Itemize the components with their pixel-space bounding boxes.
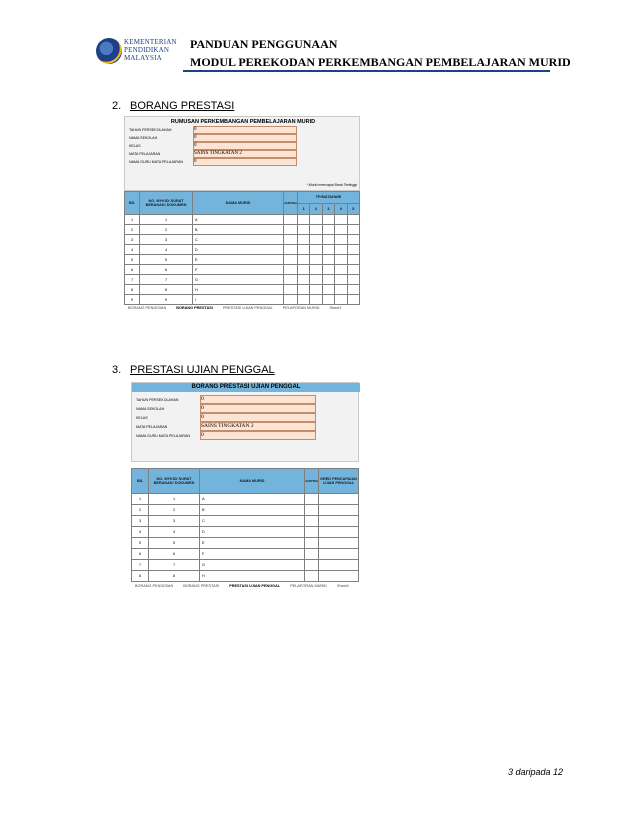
cell-tp[interactable] (322, 295, 334, 305)
cell-bil: 2 (132, 505, 149, 516)
cell-bil: 8 (125, 285, 140, 295)
cell-tp[interactable] (298, 255, 310, 265)
col-tp: TP/MATAHARI (298, 192, 360, 204)
cell-tp[interactable] (310, 215, 322, 225)
table-row (125, 245, 360, 255)
info-value[interactable]: 0 (200, 404, 316, 413)
tab-pelaporan-murid[interactable]: PELAPORAN MURID (290, 584, 327, 588)
cell-nama: G (200, 560, 305, 571)
table-row (132, 571, 359, 582)
cell-bil: 1 (125, 215, 140, 225)
info-label: KELAS (136, 416, 148, 420)
cell-tp[interactable] (347, 265, 359, 275)
cell-jantina[interactable] (305, 505, 319, 516)
cell-jantina[interactable] (305, 527, 319, 538)
cell-gred[interactable] (319, 571, 359, 582)
cell-tp[interactable] (335, 295, 347, 305)
cell-id: 5 (149, 538, 200, 549)
cell-bil: 3 (125, 235, 140, 245)
table-row (125, 275, 360, 285)
cell-id: 5 (140, 255, 193, 265)
cell-id: 8 (149, 571, 200, 582)
info-value[interactable]: SAINS TINGKATAN 2 (193, 150, 297, 158)
table-row (125, 285, 360, 295)
cell-nama: B (193, 225, 284, 235)
cell-tp[interactable] (322, 245, 334, 255)
cell-jantina[interactable] (284, 215, 298, 225)
section-3-heading: 3. PRESTASI UJIAN PENGGAL (112, 364, 275, 376)
cell-tp[interactable] (347, 235, 359, 245)
sheet-info-panel (124, 116, 360, 191)
table-row (125, 225, 360, 235)
cell-jantina[interactable] (284, 225, 298, 235)
cell-tp[interactable] (335, 285, 347, 295)
cell-nama: C (200, 516, 305, 527)
cell-id: 6 (140, 265, 193, 275)
header-rule (183, 70, 550, 72)
cell-jantina[interactable] (284, 245, 298, 255)
tab-borang-pengisian[interactable]: BORANG PENGISIAN (128, 306, 167, 310)
cell-id: 1 (149, 494, 200, 505)
cell-id: 1 (140, 215, 193, 225)
tab-prestasi-ujian[interactable]: PRESTASI UJIAN PENGGAL (222, 306, 273, 310)
info-value[interactable]: 0 (193, 126, 297, 134)
cell-bil: 5 (125, 255, 140, 265)
cell-nama: D (193, 245, 284, 255)
info-label: MATA PELAJARAN (136, 425, 168, 429)
cell-tp[interactable] (335, 225, 347, 235)
cell-tp[interactable] (322, 265, 334, 275)
col-tp-level: 5 (347, 203, 359, 215)
col-nama: NAMA MURID (193, 192, 284, 215)
table-row (132, 505, 359, 516)
col-tp-level: 2 (310, 203, 322, 215)
table-header-row (132, 469, 359, 494)
cell-nama: D (200, 527, 305, 538)
sheet-tabs (128, 306, 352, 310)
cell-tp[interactable] (347, 295, 359, 305)
cell-bil: 1 (132, 494, 149, 505)
cell-tp[interactable] (335, 265, 347, 275)
cell-tp[interactable] (298, 235, 310, 245)
cell-tp[interactable] (310, 285, 322, 295)
cell-bil: 9 (125, 295, 140, 305)
table-header-row (125, 192, 360, 204)
cell-jantina[interactable] (284, 295, 298, 305)
cell-tp[interactable] (335, 255, 347, 265)
info-value[interactable]: 0 (193, 158, 297, 166)
cell-tp[interactable] (310, 275, 322, 285)
cell-bil: 2 (125, 225, 140, 235)
cell-tp[interactable] (310, 225, 322, 235)
col-jantina: JANTINA (305, 469, 319, 494)
col-tp-level: 4 (335, 203, 347, 215)
cell-tp[interactable] (298, 215, 310, 225)
cell-id: 6 (149, 549, 200, 560)
info-label: NAMA GURU MATA PELAJARAN (129, 160, 183, 164)
cell-bil: 7 (132, 560, 149, 571)
cell-tp[interactable] (298, 295, 310, 305)
cell-bil: 8 (132, 571, 149, 582)
cell-jantina[interactable] (284, 235, 298, 245)
cell-tp[interactable] (322, 225, 334, 235)
cell-id: 7 (149, 560, 200, 571)
cell-bil: 5 (132, 538, 149, 549)
logo-text: KEMENTERIAN PENDIDIKAN MALAYSIA (124, 38, 177, 62)
col-mykid: NO. MYKID/ SURAT BERANAK/ DOKUMEN (140, 192, 193, 215)
cell-id: 9 (140, 295, 193, 305)
cell-tp[interactable] (310, 295, 322, 305)
cell-tp[interactable] (298, 275, 310, 285)
cell-id: 8 (140, 285, 193, 295)
cell-tp[interactable] (322, 215, 334, 225)
cell-tp[interactable] (298, 285, 310, 295)
cell-tp[interactable] (322, 255, 334, 265)
cell-tp[interactable] (298, 265, 310, 275)
sheet-title: BORANG PRESTASI UJIAN PENGGAL (132, 383, 360, 392)
document-title: PANDUAN PENGGUNAAN (190, 37, 338, 51)
cell-tp[interactable] (310, 265, 322, 275)
cell-jantina[interactable] (284, 285, 298, 295)
cell-tp[interactable] (335, 245, 347, 255)
cell-tp[interactable] (322, 285, 334, 295)
cell-jantina[interactable] (305, 571, 319, 582)
cell-tp[interactable] (335, 215, 347, 225)
info-label: MATA PELAJARAN (129, 152, 161, 156)
cell-id: 7 (140, 275, 193, 285)
cell-nama: F (193, 265, 284, 275)
cell-tp[interactable] (322, 235, 334, 245)
section-2-heading: 2. BORANG PRESTASI (112, 100, 235, 112)
cell-jantina[interactable] (284, 265, 298, 275)
info-label: TAHUN PERSEKOLAHAN (129, 128, 172, 132)
cell-jantina[interactable] (305, 549, 319, 560)
col-mykid: NO. MYKID/ SURAT BERANAK/ DOKUMEN (149, 469, 200, 494)
col-tp-level: 3 (322, 203, 334, 215)
table-row (132, 516, 359, 527)
cell-tp[interactable] (347, 275, 359, 285)
col-tp-level: 1 (298, 203, 310, 215)
table-row (125, 255, 360, 265)
cell-nama: E (200, 538, 305, 549)
cell-tp[interactable] (310, 245, 322, 255)
prestasi-ujian-sheet (131, 382, 359, 592)
cell-bil: 3 (132, 516, 149, 527)
borang-prestasi-sheet (124, 116, 360, 314)
col-gred: GRED PENCAPAIAN UJIAN PENGGAL (319, 469, 359, 494)
cell-tp[interactable] (335, 235, 347, 245)
cell-nama: I (193, 295, 284, 305)
cell-tp[interactable] (347, 255, 359, 265)
cell-tp[interactable] (298, 225, 310, 235)
cell-bil: 7 (125, 275, 140, 285)
cell-jantina[interactable] (284, 275, 298, 285)
cell-nama: G (193, 275, 284, 285)
col-bil: BIL (132, 469, 149, 494)
cell-nama: H (200, 571, 305, 582)
cell-tp[interactable] (347, 215, 359, 225)
cell-gred[interactable] (319, 494, 359, 505)
info-value[interactable]: 0 (193, 142, 297, 150)
tab-prestasi-ujian[interactable]: PRESTASI UJIAN PENGGAL (229, 584, 281, 588)
info-label: NAMA GURU MATA PELAJARAN (136, 434, 190, 438)
cell-tp[interactable] (347, 225, 359, 235)
col-nama: NAMA MURID (200, 469, 305, 494)
col-jantina: JANTINA (284, 192, 298, 215)
cell-id: 3 (149, 516, 200, 527)
table-row (125, 295, 360, 305)
info-label: TAHUN PERSEKOLAHAN (136, 398, 179, 402)
cell-id: 3 (140, 235, 193, 245)
table-row (125, 215, 360, 225)
info-value[interactable]: 0 (200, 431, 316, 440)
cell-bil: 6 (125, 265, 140, 275)
cell-jantina[interactable] (284, 255, 298, 265)
table-row (132, 549, 359, 560)
cell-bil: 4 (125, 245, 140, 255)
info-value[interactable]: 0 (200, 413, 316, 422)
info-label: NAMA SEKOLAH (136, 407, 165, 411)
cell-gred[interactable] (319, 549, 359, 560)
cell-jantina[interactable] (305, 494, 319, 505)
sheet-info-panel (131, 382, 359, 462)
cell-gred[interactable] (319, 505, 359, 516)
ministry-logo (96, 36, 176, 72)
info-label: KELAS (129, 144, 141, 148)
table-row (132, 527, 359, 538)
cell-jantina[interactable] (305, 560, 319, 571)
cell-gred[interactable] (319, 560, 359, 571)
cell-tp[interactable] (310, 235, 322, 245)
page-number: 3 daripada 12 (508, 767, 564, 777)
cell-nama: A (200, 494, 305, 505)
cell-nama: B (200, 505, 305, 516)
sheet-tabs (135, 584, 359, 588)
cell-gred[interactable] (319, 516, 359, 527)
table-row (125, 265, 360, 275)
cell-tp[interactable] (310, 255, 322, 265)
crest-icon (96, 38, 122, 64)
table-row (125, 235, 360, 245)
cell-jantina[interactable] (305, 538, 319, 549)
tab-sheet1[interactable]: Sheet1 (329, 306, 342, 310)
cell-id: 4 (149, 527, 200, 538)
table-row (132, 538, 359, 549)
cell-nama: A (193, 215, 284, 225)
info-value[interactable]: 0 (200, 395, 316, 404)
band-note: * Murid mencapai Band Tertinggi (306, 183, 357, 187)
cell-id: 2 (140, 225, 193, 235)
table-row (132, 560, 359, 571)
student-table (131, 468, 359, 582)
info-value[interactable]: SAINS TINGKATAN 2 (200, 422, 316, 431)
tab-borang-pengisian[interactable]: BORANG PENGISIAN (135, 584, 174, 588)
cell-id: 2 (149, 505, 200, 516)
cell-nama: C (193, 235, 284, 245)
document-subtitle: MODUL PEREKODAN PERKEMBANGAN PEMBELAJARAN MURID (190, 55, 571, 69)
cell-nama: H (193, 285, 284, 295)
cell-nama: F (200, 549, 305, 560)
sheet-title: RUMUSAN PERKEMBANGAN PEMBELAJARAN MURID (170, 119, 316, 125)
tab-sheet1[interactable]: Sheet1 (336, 584, 349, 588)
cell-jantina[interactable] (305, 516, 319, 527)
col-bil: BIL (125, 192, 140, 215)
cell-id: 4 (140, 245, 193, 255)
cell-gred[interactable] (319, 527, 359, 538)
cell-bil: 6 (132, 549, 149, 560)
cell-nama: E (193, 255, 284, 265)
info-label: NAMA SEKOLAH (129, 136, 158, 140)
tab-borang-prestasi[interactable]: BORANG PRESTASI (183, 584, 220, 588)
cell-tp[interactable] (335, 275, 347, 285)
cell-bil: 4 (132, 527, 149, 538)
tab-borang-prestasi[interactable]: BORANG PRESTASI (176, 306, 213, 310)
student-table (124, 191, 360, 305)
table-row (132, 494, 359, 505)
tab-pelaporan-murid[interactable]: PELAPORAN MURID (282, 306, 320, 310)
cell-gred[interactable] (319, 538, 359, 549)
info-value[interactable]: 0 (193, 134, 297, 142)
cell-tp[interactable] (347, 285, 359, 295)
cell-tp[interactable] (298, 245, 310, 255)
cell-tp[interactable] (347, 245, 359, 255)
cell-tp[interactable] (322, 275, 334, 285)
